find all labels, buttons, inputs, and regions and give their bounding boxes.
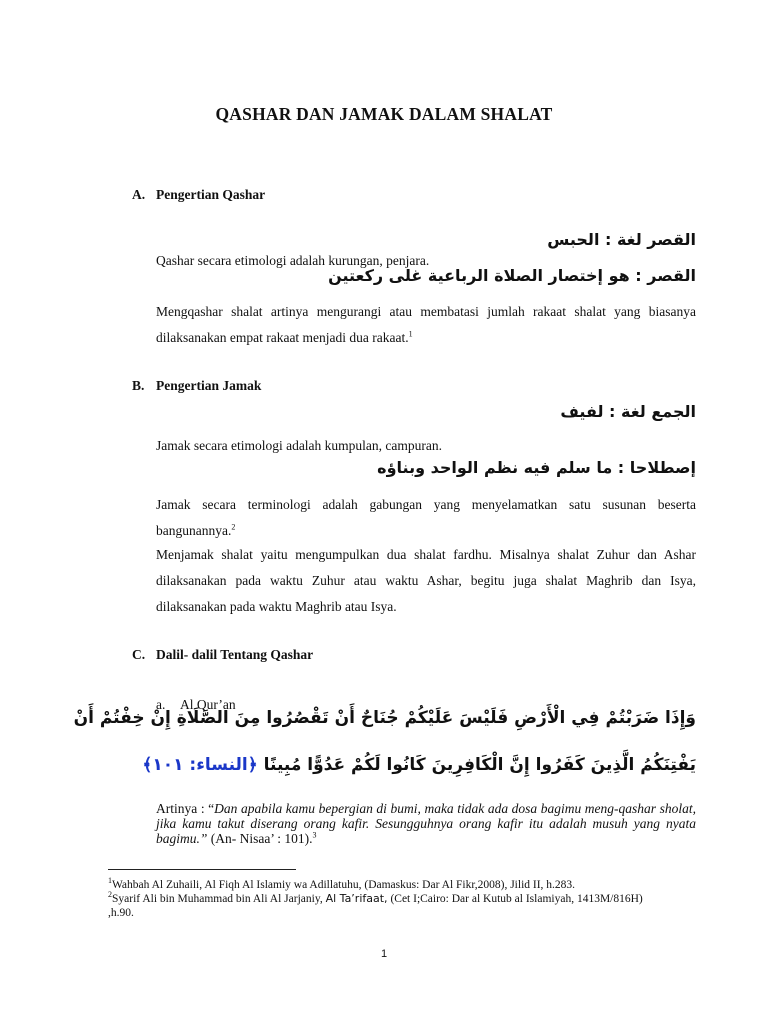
qashar-etimologi-text: Qashar secara etimologi adalah kurungan, penjara.	[156, 253, 430, 268]
page-number: 1	[380, 948, 388, 960]
artinya-close-quote: ”	[199, 831, 208, 846]
footnote-1-number: 1	[108, 876, 112, 886]
subsection-a-marker: a.	[156, 697, 166, 712]
qashar-istilah-arabic: القصر : هو إختصار الصلاة الرباعية غلى ركعتين	[328, 266, 696, 285]
artinya-translation: Dan apabila kamu bepergian di bumi, maka tidak ada dosa bagimu meng-qashar sholat, jika kamu takut diserang orang kafir. Sesungguhnya orang kafir itu adalah musuh yang nyata bagimu.	[156, 801, 697, 846]
artinya-paragraph	[156, 801, 696, 846]
footnote-1-text: Wahbah Al Zuhaili, Al Fiqh Al Islamiy wa Adillatuhu, (Damaskus: Dar Al Fikr,2008), Jilid II, h.283.	[112, 879, 576, 891]
section-a-heading	[132, 187, 265, 203]
footnote-2-text-a: Syarif Ali bin Muhammad bin Ali Al Jarjaniy,	[112, 893, 326, 905]
section-a-marker: A.	[132, 187, 146, 202]
section-b-heading	[132, 378, 261, 394]
footnote-separator	[108, 869, 296, 870]
footnote-ref-3: 3	[312, 830, 317, 840]
jamak-terminologi-text: Jamak secara terminologi adalah gabungan yang menyelamatkan satu susunan beserta bangunannya.	[156, 497, 696, 538]
qashar-definition-paragraph	[156, 299, 696, 351]
section-b-marker: B.	[132, 378, 145, 393]
footnote-ref-1: 1	[408, 329, 413, 339]
menjamak-shalat-paragraph: Menjamak shalat yaitu mengumpulkan dua shalat fardhu. Misalnya shalat Zuhur dan Ashar dilaksanakan pada waktu Zuhur atau waktu Ashar, begitu juga shalat Maghrib dan Isya, dilaksanakan pada waktu Maghrib atau Isya.	[156, 547, 696, 614]
footnote-2-number: 2	[108, 890, 112, 900]
jamak-etimologi-text: Jamak secara etimologi adalah kumpulan, campuran.	[156, 438, 443, 453]
jamak-istilah-arabic: إصطلاحا : ما سلم فيه نظم الواحد وبناؤه	[377, 458, 696, 477]
section-c-marker: C.	[132, 647, 146, 662]
footnote-2-book-title: Al Ta’rifaat,	[325, 892, 388, 905]
section-b-title: Pengertian Jamak	[156, 378, 262, 393]
artinya-source: (An- Nisaa’ : 101).	[207, 831, 313, 846]
subsection-a-title: Al Qur’an	[180, 697, 236, 712]
artinya-label: Artinya : “	[156, 801, 215, 816]
section-c-title: Dalil- dalil Tentang Qashar	[156, 647, 314, 662]
jamak-terminologi-paragraph	[156, 492, 696, 544]
footnote-2	[108, 892, 668, 920]
quran-verse-reference: ﴿النساء: ١٠١﴾	[142, 755, 258, 775]
quran-verse-text: يَفْتِنَكُمُ الَّذِينَ كَفَرُوا إِنَّ الْكَافِرِينَ كَانُوا لَكُمْ عَدُوًّا مُبِينًا	[263, 755, 696, 775]
footnote-ref-2: 2	[231, 522, 236, 532]
footnote-1	[108, 878, 668, 892]
quran-verse-line-1: وَإِذَا ضَرَبْتُمْ فِي الْأَرْضِ فَلَيْسَ عَلَيْكُمْ جُنَاحٌ أَنْ تَقْصُرُوا مِنَ الصَّلَاةِ إِنْ خِفْتُمْ أَنْ	[73, 708, 696, 728]
jamak-lughah-arabic: الجمع لغة : لفيف	[560, 402, 696, 421]
qashar-lughah-arabic: القصر لغة : الحبس	[547, 230, 696, 249]
page-title: QASHAR DAN JAMAK DALAM SHALAT	[215, 104, 553, 124]
section-a-title: Pengertian Qashar	[156, 187, 266, 202]
footnote-2-text-b: (Cet I;Cairo: Dar al Kutub al Islamiyah, 1413M/816H) ,h.90.	[108, 893, 643, 919]
section-c-heading	[132, 647, 313, 663]
qashar-definition-text: Mengqashar shalat artinya mengurangi atau membatasi jumlah rakaat shalat yang biasanya dilaksanakan empat rakaat menjadi dua rakaat.	[156, 304, 696, 345]
quran-verse-line-2	[142, 754, 696, 775]
